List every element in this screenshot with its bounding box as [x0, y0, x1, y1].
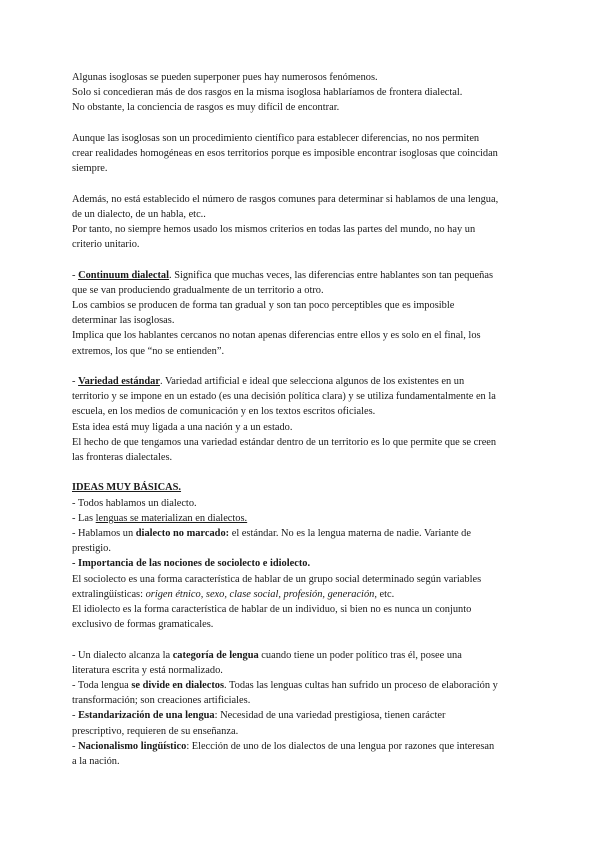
paragraph-numero-rasgos	[72, 192, 532, 253]
paragraph-isoglosas-superponer	[72, 70, 532, 116]
text-line: de un dialecto, de un habla, etc..	[72, 208, 206, 220]
text-span: - Las	[72, 512, 96, 524]
text-line: territorio y se impone en un estado (es una decisión política clara) y se utiliza fundamentalmente en la	[72, 391, 496, 403]
italic-text: origen étnico, sexo, clase social, profesión, generación	[145, 588, 375, 600]
text-line: Aunque las isoglosas son un procedimiento científico para establecer diferencias, no nos permiten	[72, 132, 480, 144]
underlined-text: lenguas se materializan en dialectos.	[95, 512, 248, 524]
text-line	[72, 374, 532, 389]
text-line: Además, no está establecido el número de rasgos comunes para determinar si hablamos de una lengua,	[72, 193, 499, 205]
text-span: cuando tiene un poder político tras él, posee una	[258, 649, 462, 661]
text-line: prestigio.	[72, 543, 111, 555]
document-page	[72, 70, 532, 769]
bold-term: dialecto no marcado:	[135, 528, 230, 540]
text-line: El hecho de que tengamos una variedad estándar dentro de un territorio es lo que permite que se creen	[72, 436, 497, 448]
bold-term: se divide en dialectos	[131, 680, 225, 692]
text-line: Solo si concedieran más de dos rasgos en la misma isoglosa hablaríamos de frontera dialectal.	[72, 87, 463, 99]
text-span: el estándar. No es la lengua materna de nadie. Variante de	[229, 528, 471, 540]
text-line: extremos, los que “no se entienden”.	[72, 345, 225, 357]
text-line: No obstante, la conciencia de rasgos es muy difícil de encontrar.	[72, 102, 340, 114]
text-span: -	[72, 740, 79, 752]
bold-term: categoría de lengua	[172, 649, 259, 661]
text-span: - Un dialecto alcanza la	[72, 649, 173, 661]
bullet-item	[72, 739, 532, 754]
text-span: , etc.	[374, 588, 395, 600]
bold-term: Nacionalismo lingüístico	[78, 740, 187, 752]
paragraph-variedad-estandar	[72, 374, 532, 465]
term-continuum-dialectal: Continuum dialectal	[78, 269, 169, 281]
text-line	[72, 587, 532, 602]
text-line: El idiolecto es la forma característica de hablar de un individuo, si bien no es nunca un conjunto	[72, 604, 472, 616]
section-heading: IDEAS MUY BÁSICAS.	[72, 482, 182, 494]
bullet-item	[72, 526, 532, 541]
text-line: crear realidades homogéneas en esos territorios porque es imposible encontrar isoglosas que coincidan	[72, 148, 498, 159]
text-line: a la nación.	[72, 756, 120, 768]
section-final-notes	[72, 648, 532, 770]
text-line: Por tanto, no siempre hemos usado los mismos criterios en todas las partes del mundo, no hay un	[72, 224, 476, 235]
text-span: : Necesidad de una variedad prestigiosa, tienen carácter	[214, 710, 446, 722]
text-line: Esta idea está muy ligada a una nación y a un estado.	[72, 421, 293, 433]
bullet-item	[72, 678, 532, 693]
text-line	[72, 268, 532, 283]
text-line: las fronteras dialectales.	[72, 452, 173, 464]
text-line: exclusivo de formas gramaticales.	[72, 619, 214, 631]
text-line: El sociolecto es una forma característica de hablar de un grupo social determinado según variables	[72, 573, 482, 585]
bullet-item: - Todos hablamos un dialecto.	[72, 497, 197, 509]
paragraph-continuum-dialectal	[72, 268, 532, 359]
text-line: literatura escrita y está normalizado.	[72, 664, 223, 676]
bold-term: Estandarización de una lengua	[78, 710, 215, 722]
dash: -	[72, 376, 79, 387]
text-line: siempre.	[72, 163, 108, 175]
text-line: que se van produciendo gradualmente de un territorio a otro.	[72, 284, 324, 296]
text-span: : Elección de uno de los dialectos de una lengua por razones que interesan	[186, 740, 495, 752]
bullet-item: - Importancia de las nociones de sociolecto e idiolecto.	[72, 558, 311, 570]
text-span: - Toda lengua	[72, 680, 132, 692]
paragraph-procedimiento-cientifico	[72, 131, 532, 177]
bullet-item	[72, 511, 532, 526]
bullet-item	[72, 648, 532, 663]
text-line: escuela, en los medios de comunicación y en los textos escritos oficiales.	[72, 406, 376, 418]
text-line: prescriptivo, requieren de su enseñanza.	[72, 725, 239, 737]
text-line: Los cambios se producen de forma tan gradual y son tan poco perceptibles que es imposible	[72, 300, 455, 311]
text-line: determinar las isoglosas.	[72, 315, 175, 327]
text-span: extralingüísticas:	[72, 588, 146, 600]
term-variedad-estandar: Variedad estándar	[78, 376, 160, 387]
text-line: Implica que los hablantes cercanos no notan apenas diferencias entre ellos y es solo en el final, los	[72, 330, 481, 342]
text-span: . Todas las lenguas cultas han sufrido un proceso de elaboración y	[224, 680, 498, 692]
text-line: Algunas isoglosas se pueden superponer pues hay numerosos fenómenos.	[72, 72, 378, 83]
text-span: . Variedad artificial e ideal que selecciona algunos de los existentes en un	[159, 376, 465, 387]
dash: -	[72, 269, 79, 281]
text-span: . Significa que muchas veces, las diferencias entre hablantes son tan pequeñas	[169, 269, 494, 281]
section-ideas-basicas	[72, 480, 532, 632]
text-line: criterio unitario.	[72, 239, 140, 251]
text-span: - Hablamos un	[72, 528, 136, 540]
text-line: transformación; son creaciones artificiales.	[72, 695, 251, 707]
bullet-item	[72, 708, 532, 723]
text-span: -	[72, 710, 79, 722]
